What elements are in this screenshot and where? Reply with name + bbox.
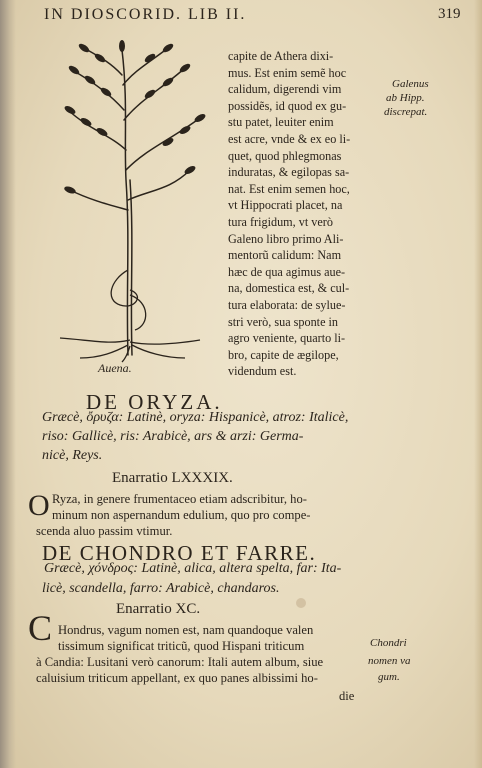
margin-note-line: gum. bbox=[378, 671, 400, 683]
body-line: nat. Est enim semen hoc, bbox=[228, 181, 350, 196]
page-number: 319 bbox=[438, 6, 461, 22]
drop-cap: C bbox=[28, 608, 53, 648]
body-line: bro, capite de ægilope, bbox=[228, 347, 339, 362]
enarratio-heading: Enarratio XC. bbox=[116, 601, 201, 617]
text-line: Hondrus, vagum nomen est, nam quandoque valen bbox=[58, 623, 314, 637]
body-line: hæc de qua agimus aue- bbox=[228, 264, 346, 279]
page-edge bbox=[474, 0, 482, 768]
drop-cap: O bbox=[28, 489, 50, 522]
body-line: tura elaborata: de sylue- bbox=[228, 298, 346, 312]
running-header: IN DIOSCORID. LIB II. bbox=[44, 6, 247, 23]
enarratio-heading: Enarratio LXXXIX. bbox=[112, 470, 233, 486]
body-line: induratas, & egilopas sa- bbox=[228, 165, 350, 180]
section-heading: DE CHONDRO ET FARRE. bbox=[42, 541, 317, 565]
body-line: videndum est. bbox=[228, 364, 297, 379]
body-line: agro veniente, quarto li- bbox=[228, 331, 346, 346]
body-line: na, domestica est, & cul- bbox=[228, 281, 350, 296]
synonym-line: Græcè, χόνδρος: Latinè, alica, altera spelta, far: Ita- bbox=[44, 561, 342, 576]
body-line: possidẽs, id quod ex gu- bbox=[228, 98, 347, 113]
body-line: tura frigidum, vt verò bbox=[228, 215, 333, 229]
body-line: capite de Athera dixi- bbox=[228, 49, 334, 63]
body-line: vt Hippocrati placet, na bbox=[228, 198, 343, 213]
margin-note-line: nomen va bbox=[368, 655, 411, 667]
margin-note-line: Galenus bbox=[392, 78, 429, 90]
paper-stain bbox=[296, 598, 306, 608]
text-line: tissimum significat triticũ, quod Hispani triticum bbox=[58, 639, 305, 653]
figure-caption: Auena. bbox=[98, 361, 132, 375]
oat-plant-woodcut bbox=[50, 40, 210, 365]
text-line: minum non aspernandum edulium, quo pro compe- bbox=[52, 508, 311, 522]
synonym-line: Græcè, ὄρυζα: Latinè, oryza: Hispanicè, atroz: Italicè, bbox=[42, 410, 349, 425]
text-line: à Candia: Lusitani verò canorum: Itali autem album, siue bbox=[36, 655, 324, 669]
margin-note-line: discrepat. bbox=[384, 106, 428, 118]
synonym-line: licè, scandella, farro: Arabicè, chandaros. bbox=[42, 581, 280, 596]
margin-note-line: ab Hipp. bbox=[386, 92, 425, 104]
body-line: est acre, vnde & ex eo li- bbox=[228, 132, 351, 146]
body-line: Galeno libro primo Ali- bbox=[228, 231, 344, 246]
synonym-line: nicè, Reys. bbox=[42, 448, 103, 463]
book-gutter bbox=[0, 0, 16, 768]
text-line: Ryza, in genere frumentaceo etiam adscribitur, ho- bbox=[52, 492, 307, 506]
section-heading: DE ORYZA. bbox=[86, 390, 223, 414]
body-line: stri verò, sua sponte in bbox=[228, 314, 339, 329]
catchword: die bbox=[339, 689, 355, 703]
margin-note-line: Chondri bbox=[370, 637, 407, 649]
synonym-line: riso: Gallicè, ris: Arabicè, ars & arzi: Germa- bbox=[42, 429, 304, 444]
body-line: mus. Est enim semẽ hoc bbox=[228, 65, 347, 80]
body-line: mentorũ calidum: Nam bbox=[228, 248, 342, 263]
body-line: stu patet, leuiter enim bbox=[228, 115, 334, 130]
text-line: caluisium triticum appellant, ex quo panes albissimi ho- bbox=[36, 671, 318, 685]
body-line: calidum, digerendi vim bbox=[228, 82, 342, 97]
text-line: scenda aluo passim vtimur. bbox=[36, 524, 173, 538]
body-line: quet, quod phlegmonas bbox=[228, 148, 342, 163]
